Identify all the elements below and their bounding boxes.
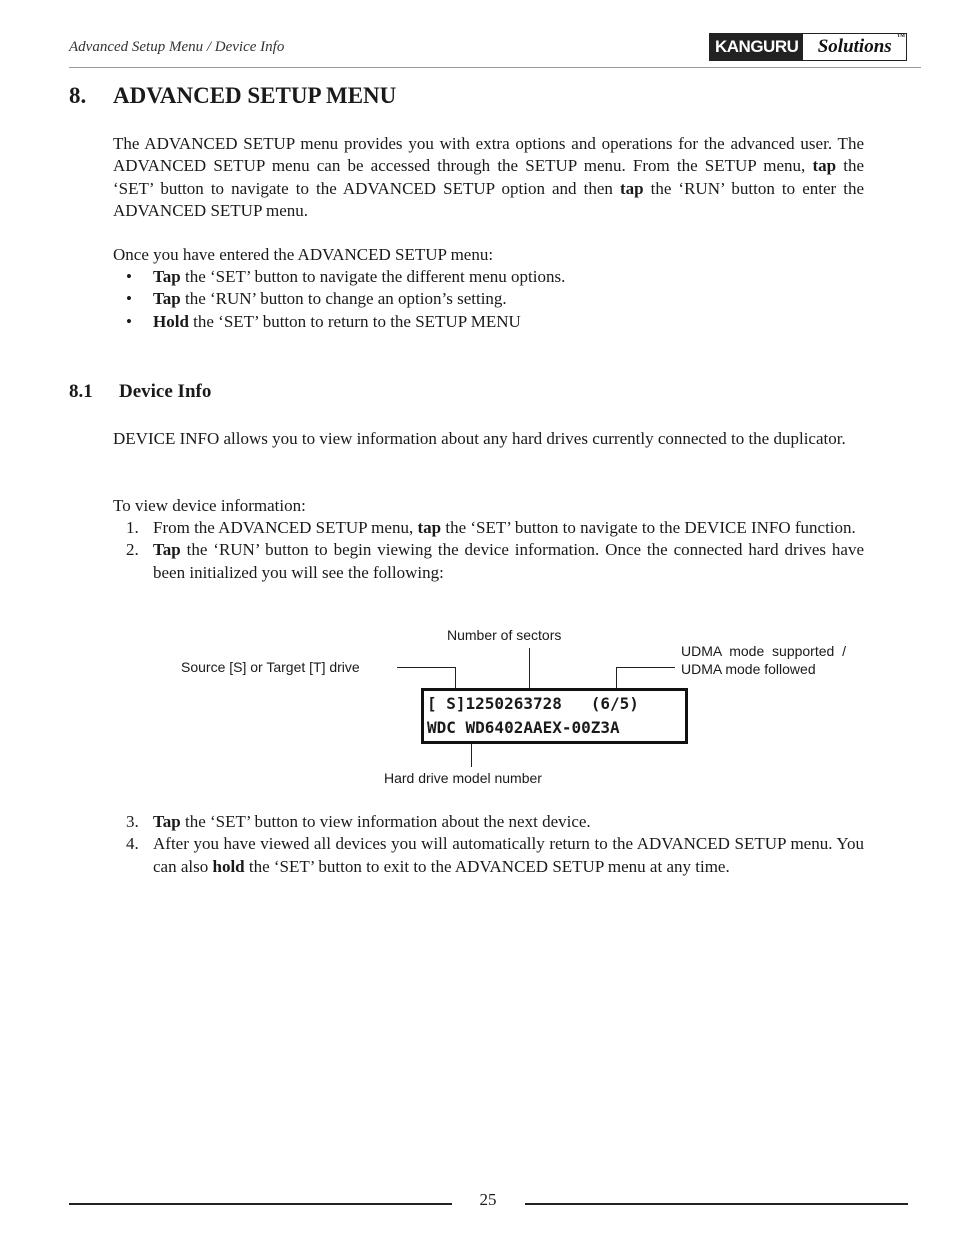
- logo-solutions-text: Solutions: [817, 36, 892, 57]
- lcd-line-2: WDC WD6402AAEX-00Z3A: [427, 718, 620, 737]
- list-item: [113, 288, 565, 310]
- logo-solutions: [803, 34, 906, 60]
- leader-udma-h: [616, 667, 675, 668]
- lcd-display: [421, 688, 688, 744]
- subsection-number: 8.1: [69, 381, 93, 402]
- instructions-lead: Once you have entered the ADVANCED SETUP menu:: [113, 245, 494, 264]
- page-number: 25: [479, 1190, 497, 1209]
- step-bold: Tap: [153, 540, 181, 560]
- section-number: 8.: [69, 83, 87, 108]
- list-item: [113, 811, 864, 833]
- section-title: ADVANCED SETUP MENU: [113, 83, 397, 108]
- list-item-text: the ‘SET’ button to return to the SETUP MENU: [188, 311, 521, 331]
- intro-text-3: the ‘RUN’ button to enter the ADVANCED SETUP menu.: [113, 178, 865, 221]
- logo-trademark: TM: [896, 34, 905, 39]
- step-text: After you have viewed all devices you will automatically return to the ADVANCED SETUP menu. You can also: [153, 834, 864, 876]
- leader-sectors: [529, 648, 530, 691]
- intro-text-1: The ADVANCED SETUP menu provides you with extra options and operations for the advanced user. The ADVANCED SETUP menu can be accessed through the SETUP menu. From the SETUP menu,: [113, 134, 864, 176]
- list-item: [113, 539, 864, 584]
- lcd-diagram: [0, 620, 954, 790]
- leader-model: [471, 744, 472, 767]
- step-text: the ‘SET’ button to view information about the next device.: [180, 812, 591, 831]
- section-heading: [69, 83, 396, 109]
- step-bold: Tap: [153, 812, 181, 831]
- logo-wordmark: KANGURU: [710, 34, 803, 60]
- label-udma-line2: UDMA mode followed: [681, 661, 816, 677]
- list-item: [113, 266, 565, 288]
- footer-rule-left: [69, 1203, 452, 1205]
- list-item: [113, 833, 864, 878]
- footer-rule-right: [525, 1203, 908, 1205]
- steps-list-a: [113, 517, 864, 584]
- step-number: 2.: [126, 540, 139, 560]
- kanguru-logo: [709, 33, 907, 61]
- view-info-lead: To view device information:: [113, 496, 306, 515]
- step-text: the ‘RUN’ button to begin viewing the device information. Once the connected hard drives have been initialized you will see the following:: [153, 540, 864, 582]
- label-source-target: Source [S] or Target [T] drive: [181, 659, 360, 675]
- step-bold: hold: [212, 856, 245, 876]
- header-divider: [69, 67, 921, 68]
- list-item-text: the ‘SET’ button to navigate the different menu options.: [180, 267, 566, 286]
- subsection-heading: [69, 381, 211, 403]
- list-item-bold: Hold: [153, 311, 189, 331]
- label-udma-line1: UDMA mode supported /: [681, 643, 846, 659]
- menu-instructions-list: [113, 266, 565, 333]
- leader-source-h: [397, 667, 456, 668]
- label-number-of-sectors: Number of sectors: [447, 627, 562, 643]
- list-item: [113, 517, 864, 539]
- step-bold: tap: [417, 518, 442, 537]
- running-header-title: Advanced Setup Menu / Device Info: [69, 39, 285, 55]
- device-info-paragraph: DEVICE INFO allows you to view information about any hard drives currently connected to the duplicator.: [113, 429, 846, 448]
- intro-bold-tap-1: tap: [812, 156, 837, 176]
- step-number: 1.: [126, 518, 139, 537]
- step-text: From the ADVANCED SETUP menu,: [153, 518, 418, 537]
- subsection-title: Device Info: [119, 381, 212, 402]
- step-text: the ‘SET’ button to exit to the ADVANCED SETUP menu at any time.: [244, 856, 730, 876]
- step-number: 3.: [126, 812, 139, 831]
- list-item-bold: Tap: [153, 289, 181, 309]
- list-item: [113, 311, 565, 333]
- step-text: the ‘SET’ button to navigate to the DEVICE INFO function.: [441, 518, 856, 537]
- intro-text-2: the ‘SET’ button to navigate to the ADVANCED SETUP option and then: [113, 156, 864, 198]
- list-item-bold: Tap: [153, 267, 181, 286]
- list-item-text: the ‘RUN’ button to change an option’s setting.: [180, 289, 507, 309]
- intro-bold-tap-2: tap: [619, 178, 644, 198]
- label-model-number: Hard drive model number: [384, 770, 542, 786]
- step-number: 4.: [126, 834, 139, 854]
- steps-list-b: [113, 811, 864, 878]
- label-udma-mode: [681, 642, 846, 678]
- intro-paragraph: [113, 133, 864, 223]
- lcd-line-1: [ S]1250263728 (6/5): [427, 694, 639, 713]
